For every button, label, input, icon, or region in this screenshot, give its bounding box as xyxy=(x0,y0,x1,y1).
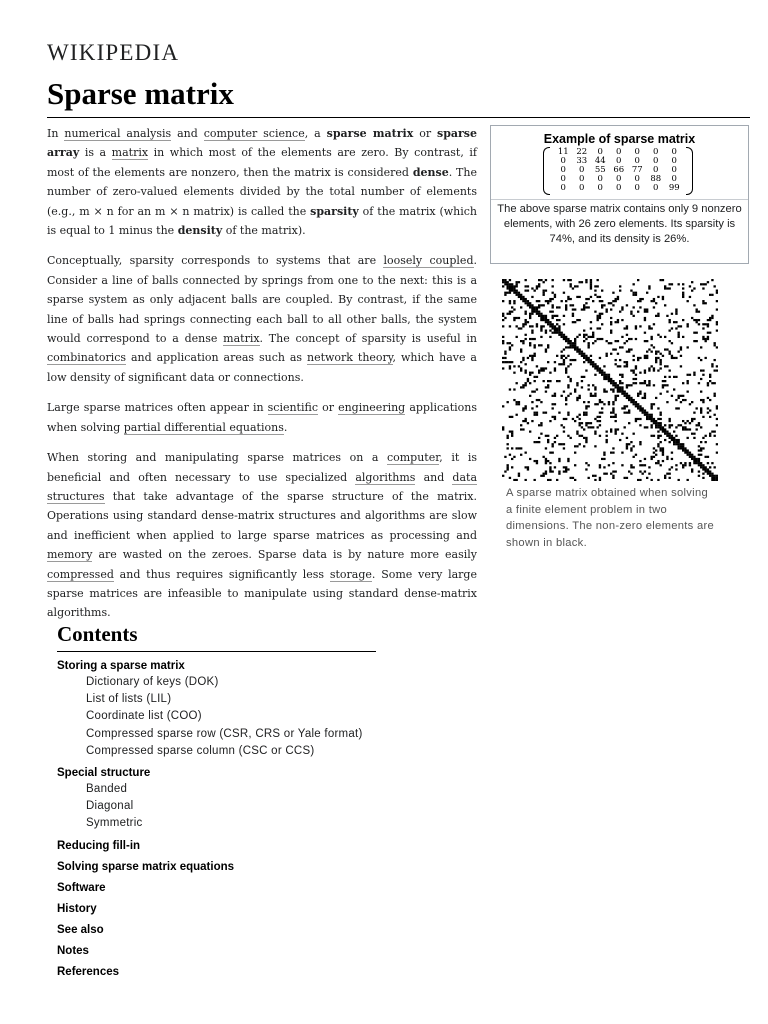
matrix-cell: 0 xyxy=(671,174,677,184)
sparse-matrix-pattern-image[interactable] xyxy=(502,279,718,481)
article-link[interactable]: scientific xyxy=(267,401,318,415)
toc-section-link[interactable]: References xyxy=(57,965,120,978)
figure-caption: A sparse matrix obtained when solving a finite element problem in two dimensions. The non-zero elements are shown in black. xyxy=(506,487,715,549)
article-body xyxy=(47,124,477,634)
wikipedia-logo[interactable]: WIKIPEDIA xyxy=(47,40,180,65)
example-matrix xyxy=(543,147,693,195)
article-link[interactable]: matrix xyxy=(111,146,149,160)
toc-section-link[interactable]: Solving sparse matrix equations xyxy=(57,860,235,873)
article-link[interactable]: matrix xyxy=(223,332,260,346)
article-link[interactable]: numerical analysis xyxy=(64,127,172,140)
toc-title: Contents xyxy=(57,622,138,646)
matrix-cell: 0 xyxy=(560,165,566,175)
text-run: , it is beneficial and often necessary to use specialized xyxy=(47,451,478,484)
matrix-cell: 0 xyxy=(616,183,622,193)
article-link[interactable]: network theory xyxy=(307,351,393,365)
article-link[interactable]: partial differential equations xyxy=(123,420,284,434)
matrix-grid xyxy=(554,148,684,193)
text-run: Large sparse matrices often appear in xyxy=(47,401,268,415)
article-link[interactable]: loosely coupled xyxy=(383,254,474,268)
toc-subsection-link[interactable]: Compressed sparse row (CSR, CRS or Yale format) xyxy=(86,727,363,740)
matrix-cell: 66 xyxy=(613,165,625,175)
text-run: and xyxy=(171,127,204,140)
text-run: , a xyxy=(304,127,327,140)
toc-subsection-link[interactable]: Dictionary of keys (DOK) xyxy=(86,676,219,688)
bold-term: sparse array xyxy=(47,127,477,160)
matrix-cell: 77 xyxy=(631,165,643,175)
matrix-cell: 11 xyxy=(557,147,569,157)
matrix-cell: 44 xyxy=(594,156,606,166)
text-run: . xyxy=(283,420,288,434)
matrix-cell: 0 xyxy=(653,165,659,175)
matrix-cell: 0 xyxy=(671,165,677,175)
matrix-cell: 0 xyxy=(634,156,640,166)
toc-section xyxy=(57,839,377,854)
toc-section xyxy=(57,659,377,760)
toc-section-link[interactable]: Reducing fill-in xyxy=(57,839,141,852)
text-run: and xyxy=(415,470,453,484)
infobox-title: Example of sparse matrix xyxy=(543,132,696,146)
matrix-cell: 0 xyxy=(616,147,622,157)
text-run: of the matrix). xyxy=(222,224,306,238)
matrix-left-bracket xyxy=(543,147,550,195)
matrix-cell: 55 xyxy=(594,165,606,175)
text-run: . Consider a line of balls connected by springs from one to the next: this is a sparse system as only adjacent balls are coupled. By contrast, if the same line of balls had springs connecting each ball to all other balls, the system would correspond to a dense xyxy=(47,254,477,346)
toc-section xyxy=(57,766,377,833)
text-run: applications when solving xyxy=(47,401,478,434)
toc-subsection-link[interactable]: Compressed sparse column (CSC or CCS) xyxy=(86,744,315,757)
article-link[interactable]: computer science xyxy=(203,127,305,140)
text-run: or xyxy=(413,127,437,140)
matrix-cell: 0 xyxy=(560,174,566,184)
text-run: . Some very large sparse matrices are infeasible to manipulate using standard dense-matrix algorithms. xyxy=(47,567,477,620)
bold-term: density xyxy=(177,224,223,238)
article-link[interactable]: storage xyxy=(329,567,372,581)
infobox-caption: The above sparse matrix contains only 9 nonzero elements, with 26 zero elements. Its sparsity is 74%, and its density is 26%. xyxy=(497,203,742,245)
text-run: , which have a low density of significant data or connections. xyxy=(47,351,477,384)
article-paragraph xyxy=(47,398,477,437)
page-title: Sparse matrix xyxy=(47,76,234,111)
matrix-cell: 0 xyxy=(579,183,585,193)
toc-divider xyxy=(57,651,376,652)
toc-list xyxy=(57,659,377,980)
matrix-cell: 0 xyxy=(616,174,622,184)
toc-section xyxy=(57,944,377,959)
matrix-cell: 0 xyxy=(616,156,622,166)
text-run: of the matrix (which is equal to 1 minus the xyxy=(47,204,478,238)
text-run: Conceptually, sparsity corresponds to systems that are xyxy=(47,254,384,268)
toc-section-link[interactable]: Software xyxy=(57,881,106,894)
toc-section xyxy=(57,923,377,938)
text-run: . The number of zero-valued elements divided by the total number of elements (e.g., m × n for an m × n matrix) is called the xyxy=(47,165,477,218)
article-link[interactable]: computer xyxy=(386,451,440,465)
matrix-cell: 33 xyxy=(576,156,588,166)
matrix-cell: 88 xyxy=(650,174,662,184)
toc-section-link[interactable]: Notes xyxy=(57,944,89,957)
article-link[interactable]: engineering xyxy=(338,401,406,415)
matrix-cell: 0 xyxy=(634,183,640,193)
bold-term: sparse matrix xyxy=(326,127,414,140)
matrix-cell: 0 xyxy=(671,156,677,166)
article-paragraph xyxy=(47,448,477,623)
article-link[interactable]: combinatorics xyxy=(47,351,127,365)
title-divider xyxy=(47,117,750,118)
text-run: and thus requires significantly less xyxy=(113,567,330,581)
article-paragraph xyxy=(47,124,477,240)
matrix-cell: 0 xyxy=(579,174,585,184)
toc-section-link[interactable]: Special structure xyxy=(57,767,151,780)
toc-section-link[interactable]: Storing a sparse matrix xyxy=(57,660,185,672)
text-run: . The concept of sparsity is useful in xyxy=(259,332,478,346)
matrix-cell: 0 xyxy=(671,147,677,157)
toc-subsection-link[interactable]: Coordinate list (COO) xyxy=(86,710,202,723)
article-link[interactable]: memory xyxy=(47,548,93,562)
table-of-contents xyxy=(57,620,377,986)
toc-section xyxy=(57,965,377,980)
matrix-cell: 0 xyxy=(634,147,640,157)
toc-subsection-link[interactable]: Banded xyxy=(86,783,128,796)
article-paragraph xyxy=(47,251,477,387)
article-link[interactable]: algorithms xyxy=(355,470,416,484)
toc-subsection-link[interactable]: List of lists (LIL) xyxy=(86,693,172,706)
matrix-cell: 0 xyxy=(653,183,659,193)
text-run: are wasted on the zeroes. Sparse data is by nature more easily xyxy=(92,548,477,562)
toc-section-link[interactable]: History xyxy=(57,902,97,915)
infobox-divider xyxy=(491,199,748,200)
matrix-cell: 0 xyxy=(597,147,603,157)
matrix-cell: 0 xyxy=(653,147,659,157)
text-run: that take advantage of the sparse structure of the matrix. Operations using standard dense-matrix structures and algorithms are slow and inefficient when applied to large sparse matrices as processing and xyxy=(47,489,477,542)
text-run: in which most of the elements are zero. By contrast, if most of the elements are nonzero, then the matrix is considered xyxy=(47,146,477,179)
bold-term: dense xyxy=(412,165,449,179)
matrix-cell: 0 xyxy=(579,165,585,175)
bold-term: sparsity xyxy=(310,204,359,218)
infobox xyxy=(490,125,749,264)
text-run: In xyxy=(47,127,65,140)
toc-section-link[interactable]: See also xyxy=(57,923,104,936)
matrix-cell: 0 xyxy=(653,156,659,166)
toc-section xyxy=(57,902,377,917)
matrix-cell: 0 xyxy=(634,174,640,184)
text-run: is a xyxy=(79,146,112,160)
matrix-right-bracket xyxy=(686,147,693,195)
toc-subsection-link[interactable]: Diagonal xyxy=(86,800,134,813)
article-link[interactable]: data structures xyxy=(47,470,477,503)
text-run: or xyxy=(318,401,339,415)
toc-subsection-link[interactable]: Symmetric xyxy=(86,817,143,830)
text-run: When storing and manipulating sparse matrices on a xyxy=(47,451,387,465)
matrix-cell: 0 xyxy=(560,156,566,166)
matrix-cell: 22 xyxy=(576,147,588,157)
text-run: and application areas such as xyxy=(126,351,307,365)
matrix-cell: 0 xyxy=(597,174,603,184)
article-link[interactable]: compressed xyxy=(47,567,114,581)
matrix-cell: 0 xyxy=(597,183,603,193)
matrix-cell: 0 xyxy=(560,183,566,193)
toc-section xyxy=(57,881,377,896)
matrix-cell: 99 xyxy=(668,183,680,193)
toc-section xyxy=(57,860,377,875)
